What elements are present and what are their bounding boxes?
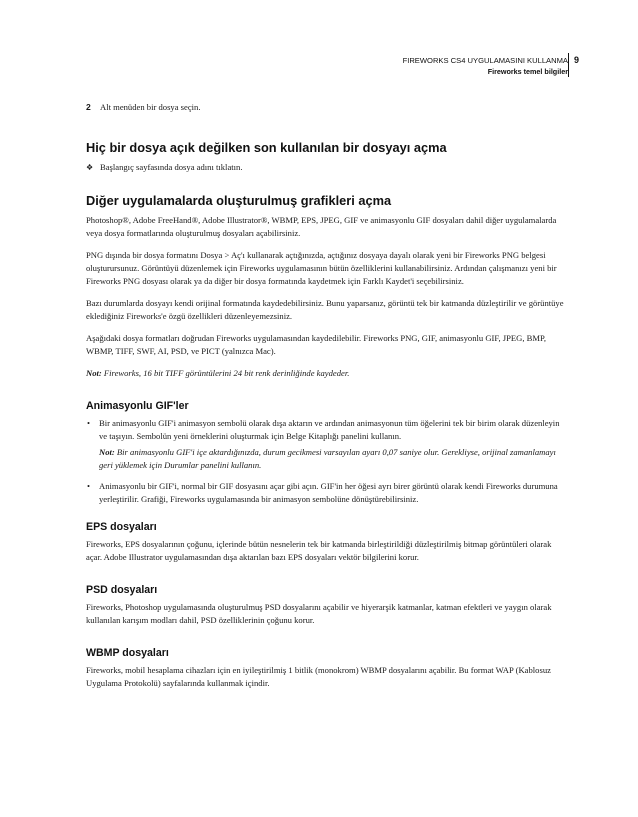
- bullet-icon: •: [87, 418, 91, 428]
- bullet-icon: •: [87, 481, 91, 491]
- header-subtitle: Fireworks temel bilgiler: [487, 67, 568, 76]
- step-item: [86, 101, 564, 114]
- heading-eps: EPS dosyaları: [86, 521, 157, 533]
- list-item: [86, 480, 564, 506]
- header-title: FIREWORKS CS4 UYGULAMASINI KULLANMA: [402, 56, 568, 65]
- list-item: [86, 417, 564, 472]
- list-item-text: Animasyonlu bir GIF'i, normal bir GIF dosyasını açar gibi açın. GIF'in her öğesi ayrı birer görüntü olarak kendi Fireworks durumuna yerleştirilir. Grafiği, Fireworks uygulamasında bir animasyon sembolüne dönüştürebilirsiniz.: [99, 481, 558, 504]
- paragraph: Photoshop®, Adobe FreeHand®, Adobe Illustrator®, WBMP, EPS, JPEG, GIF ve animasyonlu GIF dosyaları dahil diğer uygulamalarda veya dosya formatlarında oluşturulmuş dosyaları açabilirsiniz.: [86, 215, 557, 238]
- step-text: Alt menüden bir dosya seçin.: [100, 102, 201, 112]
- bullet-text: Başlangıç sayfasında dosya adını tıklatın.: [100, 162, 243, 172]
- heading-animated-gif: Animasyonlu GIF'ler: [86, 400, 189, 412]
- step-number: 2: [86, 102, 91, 112]
- page-number: 9: [574, 55, 580, 65]
- gif-bullet-list: [86, 417, 564, 506]
- running-header: [403, 55, 568, 77]
- list-item-text: Bir animasyonlu GIF'i animasyon sembolü olarak dışa aktarın ve ardından animasyonun tüm öğelerini tek bir birim olarak düzenleyin ve taşıyın. Sembolün yeni örneklerini oluşturmak için Belge Kitaplığı panelini kullanın.: [99, 418, 560, 441]
- note-text: Fireworks, 16 bit TIFF görüntülerini 24 bit renk derinliğinde kaydeder.: [101, 368, 350, 378]
- note: [99, 446, 564, 472]
- page-content: [86, 101, 564, 690]
- note-text: Bir animasyonlu GIF'i içe aktardığınızda, durum gecikmesi varsayılan ayarı 0,07 saniye olur. Gerekliyse, orijinal zamanlamayı geri yüklemek için Durumlar panelini kullanın.: [99, 447, 556, 470]
- paragraph: Aşağıdaki dosya formatları doğrudan Fireworks uygulamasından kaydedilebilir. Fireworks PNG, GIF, animasyonlu GIF, JPEG, BMP, WBMP, TIFF, SWF, AI, PSD, ve PICT (yalnızca Mac).: [86, 333, 547, 356]
- note: [86, 367, 564, 380]
- paragraph: Fireworks, EPS dosyalarının çoğunu, içlerinde bütün nesnelerin tek bir katmanda birleştirildiği düzleştirilmiş bitmap görüntüleri olarak açar. Adobe Illustrator uygulamasından dışa aktarılan bazı EPS dosyaları vektör bilgilerini korur.: [86, 539, 552, 562]
- paragraph: Bazı durumlarda dosyayı kendi orijinal formatında kaydedebilirsiniz. Bunu yaparsanız, görüntü tek bir katmanda düzleştirilir ve görüntüye eklediğiniz Fireworks'e özgü özellikleri düzenleyemezsiniz.: [86, 298, 564, 321]
- note-label: Not:: [86, 368, 102, 378]
- paragraph: PNG dışında bir dosya formatını Dosya > Aç'ı kullanarak açtığınızda, açtığınız dosyaya dayalı olarak yeni bir Fireworks PNG belgesi oluşturursunuz. Görüntüyü düzenlemek için Fireworks uygulamasının bütün özelliklerini kullanabilirsiniz. Ardından çalışmanızı yeni bir Fireworks PNG dosyası olarak ya da diğer bir dosya formatında kaydetmek için Farklı Kaydet'i seçebilirsiniz.: [86, 250, 557, 286]
- header-divider: [568, 53, 569, 77]
- paragraph: Fireworks, mobil hesaplama cihazları için en iyileştirilmiş 1 bitlik (monokrom) WBMP dosyalarını açabilir. Bu format WAP (Kablosuz Uygulama Protokolü) sayfalarında kullanmak içindir.: [86, 665, 551, 688]
- heading-open-recent: Hiç bir dosya açık değilken son kullanılan bir dosyayı açma: [86, 140, 447, 155]
- bullet-open-recent: [86, 161, 564, 174]
- heading-wbmp: WBMP dosyaları: [86, 647, 169, 659]
- note-label: Not:: [99, 447, 115, 457]
- heading-psd: PSD dosyaları: [86, 584, 158, 596]
- heading-open-other-apps: Diğer uygulamalarda oluşturulmuş grafikleri açma: [86, 193, 392, 208]
- diamond-bullet-icon: ❖: [86, 163, 94, 172]
- paragraph: Fireworks, Photoshop uygulamasında oluşturulmuş PSD dosyalarını açabilir ve hiyerarşik katmanlar, katman efektleri ve yaygın olarak kullanılan karışım modları dahil, PSD özelliklerinin çoğunu korur.: [86, 602, 552, 625]
